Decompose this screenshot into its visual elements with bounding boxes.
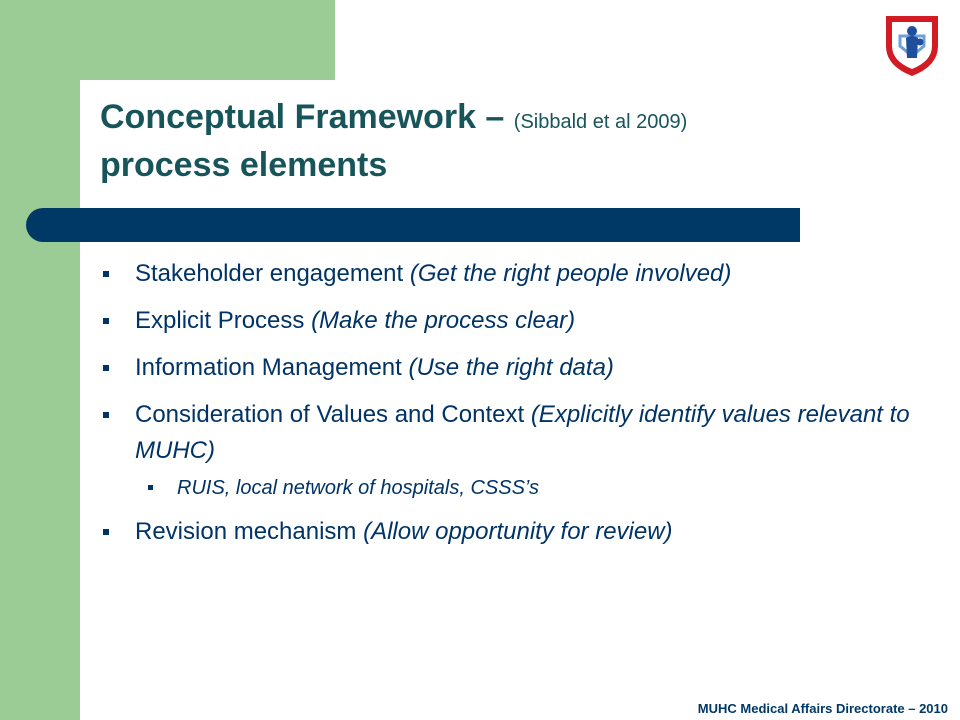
square-bullet-icon <box>103 529 109 535</box>
sub-bullet-text: RUIS, local network of hospitals, CSSS’s <box>177 477 540 499</box>
list-item <box>100 256 940 292</box>
sub-bullet-list <box>135 473 940 503</box>
bullet-text: Consideration of Values and Context <box>135 401 531 428</box>
list-item <box>100 514 940 550</box>
left-green-band <box>0 0 80 720</box>
bullet-note: (Allow opportunity for review) <box>363 518 673 545</box>
sub-list-item <box>135 473 940 503</box>
title-divider-bar-tail <box>66 236 800 242</box>
muhc-shield-logo-icon <box>882 12 942 78</box>
bullet-text: Revision mechanism <box>135 518 364 545</box>
square-bullet-icon <box>148 485 153 490</box>
footer-text: MUHC Medical Affairs Directorate – 2010 <box>697 701 948 716</box>
square-bullet-icon <box>103 365 109 371</box>
title-citation: (Sibbald et al 2009) <box>513 111 688 133</box>
bullet-text: Explicit Process <box>135 307 312 334</box>
slide-title <box>100 96 860 187</box>
bullet-text: Stakeholder engagement <box>135 260 410 287</box>
bullet-note: (Explicitly identify values relevant to MUHC) <box>135 401 910 464</box>
bullet-note: (Make the process clear) <box>311 307 576 334</box>
square-bullet-icon <box>103 412 109 418</box>
title-main: Conceptual Framework – <box>100 98 514 136</box>
square-bullet-icon <box>103 271 109 277</box>
title-line2: process elements <box>100 146 388 184</box>
bullet-text: Information Management <box>135 354 409 381</box>
square-bullet-icon <box>103 318 109 324</box>
bullet-note: (Get the right people involved) <box>409 260 732 287</box>
list-item <box>100 397 940 503</box>
list-item <box>100 303 940 339</box>
bullet-list <box>100 256 940 561</box>
bullet-note: (Use the right data) <box>408 354 614 381</box>
top-green-band <box>80 0 335 80</box>
list-item <box>100 350 940 386</box>
